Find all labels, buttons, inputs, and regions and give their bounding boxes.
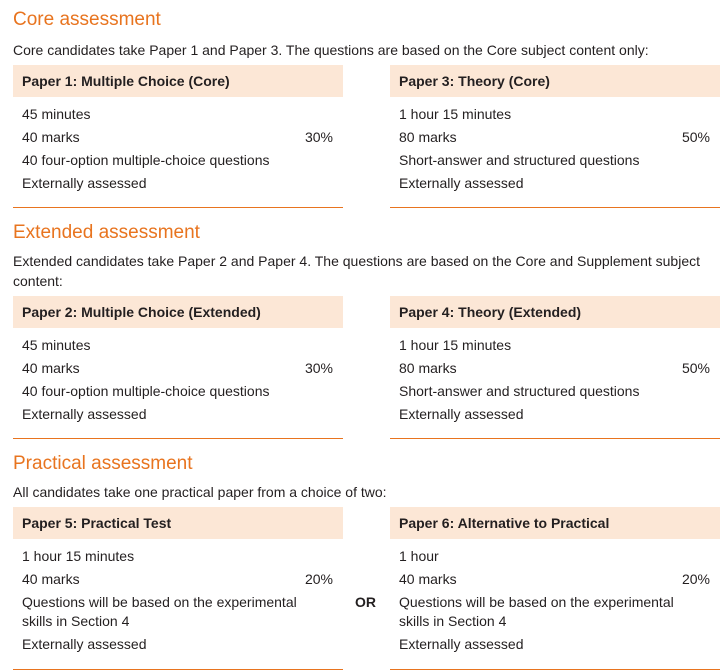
paper-weighting: 30%	[304, 360, 333, 376]
paper-assessment-mode: Externally assessed	[399, 636, 524, 652]
section-intro-practical: All candidates take one practical paper from a choice of two:	[13, 484, 387, 500]
paper-duration: 1 hour 15 minutes	[22, 548, 135, 564]
paper-duration: 45 minutes	[22, 337, 91, 353]
paper-box-2	[13, 296, 343, 439]
paper-details	[13, 539, 343, 670]
paper-details	[13, 328, 343, 439]
paper-duration: 1 hour 15 minutes	[399, 106, 512, 122]
paper-duration: 1 hour 15 minutes	[399, 337, 512, 353]
paper-assessment-mode: Externally assessed	[399, 175, 524, 191]
paper-marks: 40 marks	[22, 129, 80, 145]
paper-question-type: Questions will be based on the experimental skills in Section 4	[22, 594, 297, 629]
paper-assessment-mode: Externally assessed	[22, 175, 147, 191]
paper-assessment-mode: Externally assessed	[22, 636, 147, 652]
paper-weighting: 20%	[304, 571, 333, 587]
paper-question-type: 40 four-option multiple-choice questions	[22, 152, 270, 168]
paper-title: Paper 5: Practical Test	[13, 507, 343, 539]
paper-weighting: 20%	[681, 571, 710, 587]
paper-marks: 80 marks	[399, 129, 457, 145]
section-title-extended: Extended assessment	[13, 222, 200, 243]
paper-title: Paper 6: Alternative to Practical	[390, 507, 720, 539]
paper-marks: 40 marks	[22, 360, 80, 376]
paper-marks: 40 marks	[22, 571, 80, 587]
paper-weighting: 30%	[304, 129, 333, 145]
paper-details	[390, 539, 720, 670]
paper-duration: 45 minutes	[22, 106, 91, 122]
paper-box-6	[390, 507, 720, 670]
paper-question-type: Questions will be based on the experimental skills in Section 4	[399, 594, 674, 629]
paper-title: Paper 3: Theory (Core)	[390, 65, 720, 97]
paper-details	[390, 328, 720, 439]
paper-weighting: 50%	[681, 129, 710, 145]
section-intro-core: Core candidates take Paper 1 and Paper 3. The questions are based on the Core subject content only:	[13, 42, 649, 58]
paper-box-5	[13, 507, 343, 670]
section-title-practical: Practical assessment	[13, 453, 193, 474]
paper-assessment-mode: Externally assessed	[399, 406, 524, 422]
paper-details	[390, 97, 720, 208]
paper-question-type: Short-answer and structured questions	[399, 383, 640, 399]
paper-marks: 80 marks	[399, 360, 457, 376]
paper-title: Paper 2: Multiple Choice (Extended)	[13, 296, 343, 328]
section-intro-extended: Extended candidates take Paper 2 and Paper 4. The questions are based on the Core and Supplement subject content:	[13, 253, 700, 289]
paper-question-type: 40 four-option multiple-choice questions	[22, 383, 270, 399]
paper-weighting: 50%	[681, 360, 710, 376]
section-title-core: Core assessment	[13, 9, 161, 30]
paper-title: Paper 1: Multiple Choice (Core)	[13, 65, 343, 97]
paper-duration: 1 hour	[399, 548, 439, 564]
or-label: OR	[355, 594, 376, 610]
paper-marks: 40 marks	[399, 571, 457, 587]
paper-title: Paper 4: Theory (Extended)	[390, 296, 720, 328]
paper-box-3	[390, 65, 720, 208]
paper-question-type: Short-answer and structured questions	[399, 152, 640, 168]
paper-details	[13, 97, 343, 208]
paper-box-4	[390, 296, 720, 439]
paper-assessment-mode: Externally assessed	[22, 406, 147, 422]
paper-box-1	[13, 65, 343, 208]
